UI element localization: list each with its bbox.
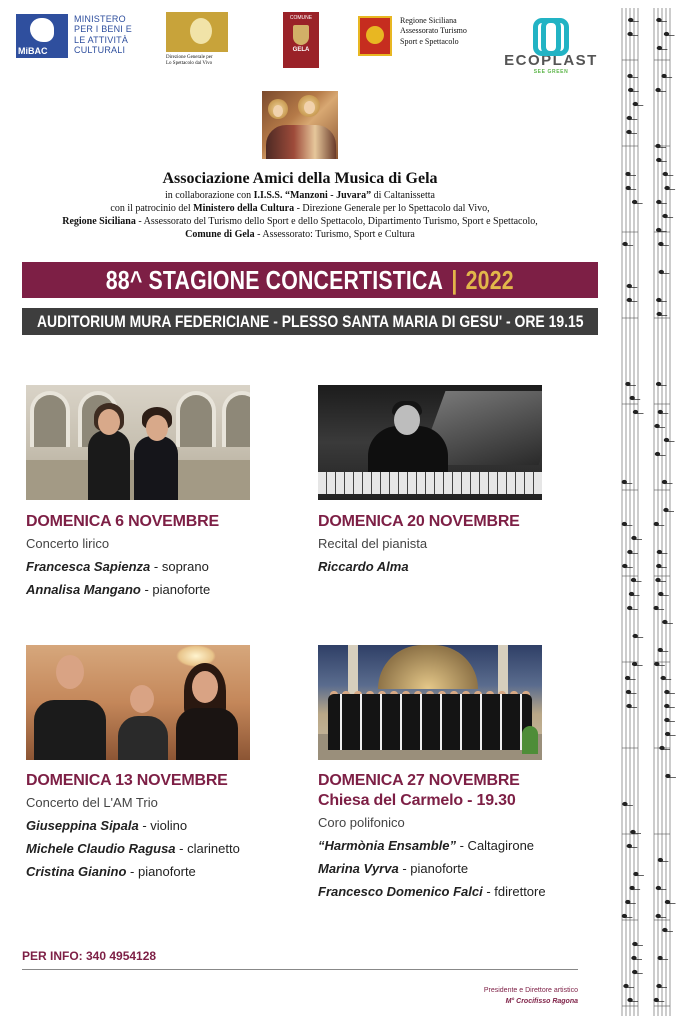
ministero-emblem: [16, 14, 68, 58]
collab-line-3: Regione Siciliana - Assessorato del Turismo dello Sport e dello Spettacolo, Dipartimento Turismo, Sport e Spettacolo,: [62, 216, 538, 227]
concert-type: Concerto del L'AM Trio: [26, 795, 158, 810]
regione-line: Regione Siciliana: [400, 16, 457, 25]
performer-line: [26, 582, 296, 597]
performer-name: Francesco Domenico Falci: [318, 884, 483, 899]
performer-role: - violino: [138, 818, 188, 833]
dgsv-abbr: MiBAC: [160, 20, 167, 43]
concert-date: DOMENICA 13 NOVEMBRE: [26, 772, 228, 789]
ministero-abbr: MiBAC: [18, 46, 48, 56]
ministero-line: LE ATTIVITÀ: [74, 34, 129, 45]
footer-divider: [22, 969, 578, 970]
concert-type: Coro polifonico: [318, 815, 405, 830]
performer-line: [26, 841, 296, 856]
performer-role: - clarinetto: [175, 841, 240, 856]
trinacria-icon: [358, 16, 392, 56]
season-year: 2022: [465, 264, 514, 295]
concert-date: DOMENICA 27 NOVEMBRE: [318, 772, 520, 789]
association-title: Associazione Amici della Musica di Gela: [162, 170, 438, 187]
ministero-line: MINISTERO: [74, 14, 126, 24]
gela-shield-icon: [293, 25, 309, 45]
performer-role: - Caltagirone: [456, 838, 535, 853]
concert-date: DOMENICA 6 NOVEMBRE: [26, 513, 219, 530]
collab-line-2: con il patrocinio del Ministero della Cultura - Direzione Generale per lo Spettacolo dal Vivo,: [110, 203, 490, 214]
venue-banner: [22, 308, 598, 335]
concert-date: DOMENICA 20 NOVEMBRE: [318, 513, 520, 530]
ministero-line: CULTURALI: [74, 45, 126, 56]
collaboration-text: [0, 189, 600, 241]
performer-name: Riccardo Alma: [318, 559, 409, 574]
ministero-logo: [16, 14, 146, 62]
concert-card: [26, 385, 296, 597]
concert-type: Recital del pianista: [318, 536, 428, 551]
performer-role: - pianoforte: [126, 864, 196, 879]
signature-role: Presidente e Direttore artistico: [483, 987, 578, 994]
signature-block: [430, 985, 578, 1007]
fresco-angels-image: [262, 91, 338, 159]
performer-name: “Harmònia Ensamble”: [318, 838, 456, 853]
concert-card: [318, 645, 588, 899]
dgsv-line: Direzione Generale per: [166, 55, 213, 60]
venue-label: AUDITORIUM MURA FEDERICIANE - PLESSO SANTA MARIA DI GESU' - ORE 19.15: [36, 311, 584, 331]
concert-card: [318, 385, 588, 574]
concert-photo-duo: [26, 385, 250, 500]
season-banner: [22, 262, 598, 298]
concert-photo-choir: [318, 645, 542, 760]
performer-line: [26, 559, 296, 574]
ecoplast-logo: [498, 16, 604, 78]
ecoplast-emblem-icon: [531, 16, 571, 50]
regione-line: Assessorato Turismo: [400, 26, 467, 36]
gela-logo-bottom: GELA: [292, 47, 310, 53]
signature-name: M° Crocifisso Ragona: [505, 998, 578, 1005]
season-separator: |: [451, 264, 458, 295]
performer-role: - soprano: [150, 559, 209, 574]
sheet-music-decoration: [614, 0, 684, 1024]
performer-line: [318, 838, 588, 853]
info-phone: PER INFO: 340 4954128: [22, 949, 157, 963]
ecoplast-name: ECOPLAST: [504, 52, 598, 69]
dgsv-text: [166, 55, 236, 67]
performer-name: Giuseppina Sipala: [26, 818, 139, 833]
regione-siciliana-logo: [358, 16, 488, 60]
concert-photo-trio: [26, 645, 250, 760]
performer-name: Cristina Gianino: [26, 864, 127, 879]
ministero-line: PER I BENI E: [74, 24, 132, 35]
regione-text: [400, 16, 467, 60]
performer-name: Michele Claudio Ragusa: [26, 841, 176, 856]
collab-line-1: in collaborazione con I.I.S.S. “Manzoni - Juvara” di Caltanissetta: [165, 190, 435, 201]
gela-logo-top: COMUNE: [289, 15, 313, 21]
concert-location-time: Chiesa del Carmelo - 19.30: [318, 792, 516, 809]
performer-role: - fdirettore: [482, 884, 546, 899]
concert-type: Concerto lirico: [26, 536, 110, 551]
performer-name: Francesca Sapienza: [26, 559, 151, 574]
performer-role: - pianoforte: [398, 861, 469, 876]
dgsv-emblem: [160, 12, 228, 52]
season-label: 88^ STAGIONE CONCERTISTICA: [106, 264, 444, 295]
collab-line-4: Comune di Gela - Assessorato: Turismo, Sport e Cultura: [185, 229, 415, 240]
performer-line: [26, 818, 296, 833]
performer-name: Marina Vyrva: [318, 861, 399, 876]
dgsv-line: Lo Spettacolo dal Vivo: [166, 61, 213, 66]
concert-card: [26, 645, 296, 879]
performer-role: - pianoforte: [140, 582, 211, 597]
ministero-text: [74, 14, 132, 55]
ecoplast-tagline: SEE GREEN: [533, 69, 569, 75]
concert-photo-pianist: [318, 385, 542, 500]
comune-gela-logo: [283, 12, 319, 68]
performer-line: [318, 559, 588, 574]
performer-line: [318, 861, 588, 876]
performer-name: Annalisa Mangano: [26, 582, 141, 597]
regione-line: Sport e Spettacolo: [400, 36, 459, 46]
dgsv-logo: [160, 12, 236, 76]
performer-line: [318, 884, 588, 899]
performer-line: [26, 864, 296, 879]
